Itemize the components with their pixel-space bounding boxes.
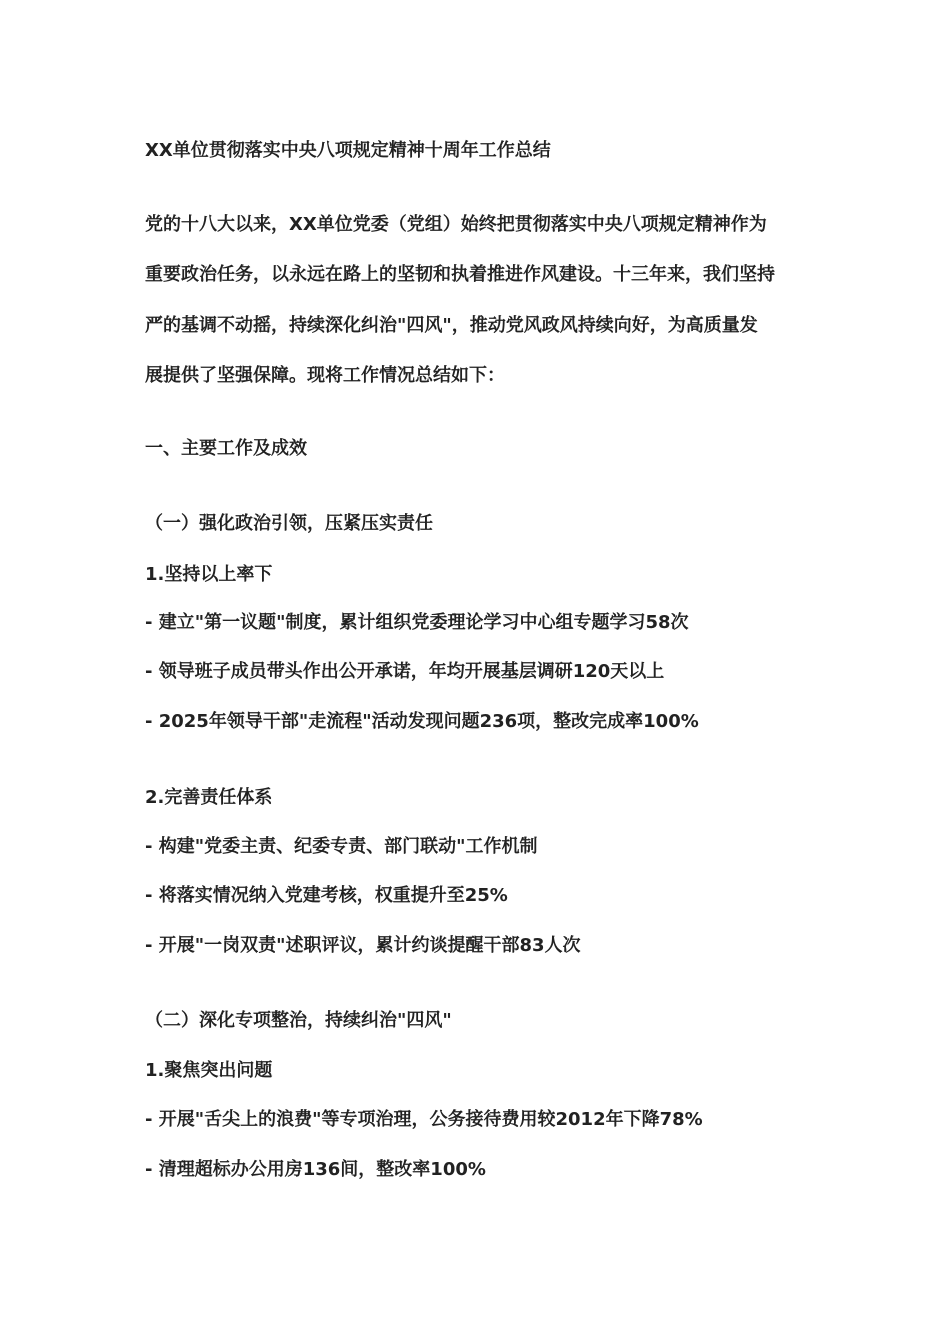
bullet-item: - 2025年领导干部"走流程"活动发现问题236项，整改完成率100% (145, 711, 699, 732)
intro-line: 展提供了坚强保障。现将工作情况总结如下： (145, 365, 505, 386)
item-heading: 1.聚焦突出问题 (145, 1060, 273, 1081)
bullet-item: - 领导班子成员带头作出公开承诺，年均开展基层调研120天以上 (145, 661, 665, 682)
bullet-item: - 开展"一岗双责"述职评议，累计约谈提醒干部83人次 (145, 935, 581, 956)
intro-line: 重要政治任务，以永远在路上的坚韧和执着推进作风建设。十三年来，我们坚持 (145, 264, 775, 285)
bullet-item: - 开展"舌尖上的浪费"等专项治理，公务接待费用较2012年下降78% (145, 1109, 703, 1130)
bullet-item: - 建立"第一议题"制度，累计组织党委理论学习中心组专题学习58次 (145, 612, 689, 633)
item-heading: 2.完善责任体系 (145, 787, 273, 808)
item-heading: 1.坚持以上率下 (145, 564, 273, 585)
bullet-item: - 构建"党委主责、纪委专责、部门联动"工作机制 (145, 836, 538, 857)
bullet-item: - 将落实情况纳入党建考核，权重提升至25% (145, 885, 508, 906)
intro-line: 严的基调不动摇，持续深化纠治"四风"，推动党风政风持续向好，为高质量发 (145, 315, 758, 336)
bullet-item: - 清理超标办公用房136间，整改率100% (145, 1159, 486, 1180)
subsection-heading: （一）强化政治引领，压紧压实责任 (145, 513, 433, 534)
intro-line: 党的十八大以来，XX单位党委（党组）始终把贯彻落实中央八项规定精神作为 (145, 214, 767, 235)
document-title: XX单位贯彻落实中央八项规定精神十周年工作总结 (145, 140, 551, 161)
section-heading: 一、主要工作及成效 (145, 438, 307, 459)
subsection-heading: （二）深化专项整治，持续纠治"四风" (145, 1010, 452, 1031)
